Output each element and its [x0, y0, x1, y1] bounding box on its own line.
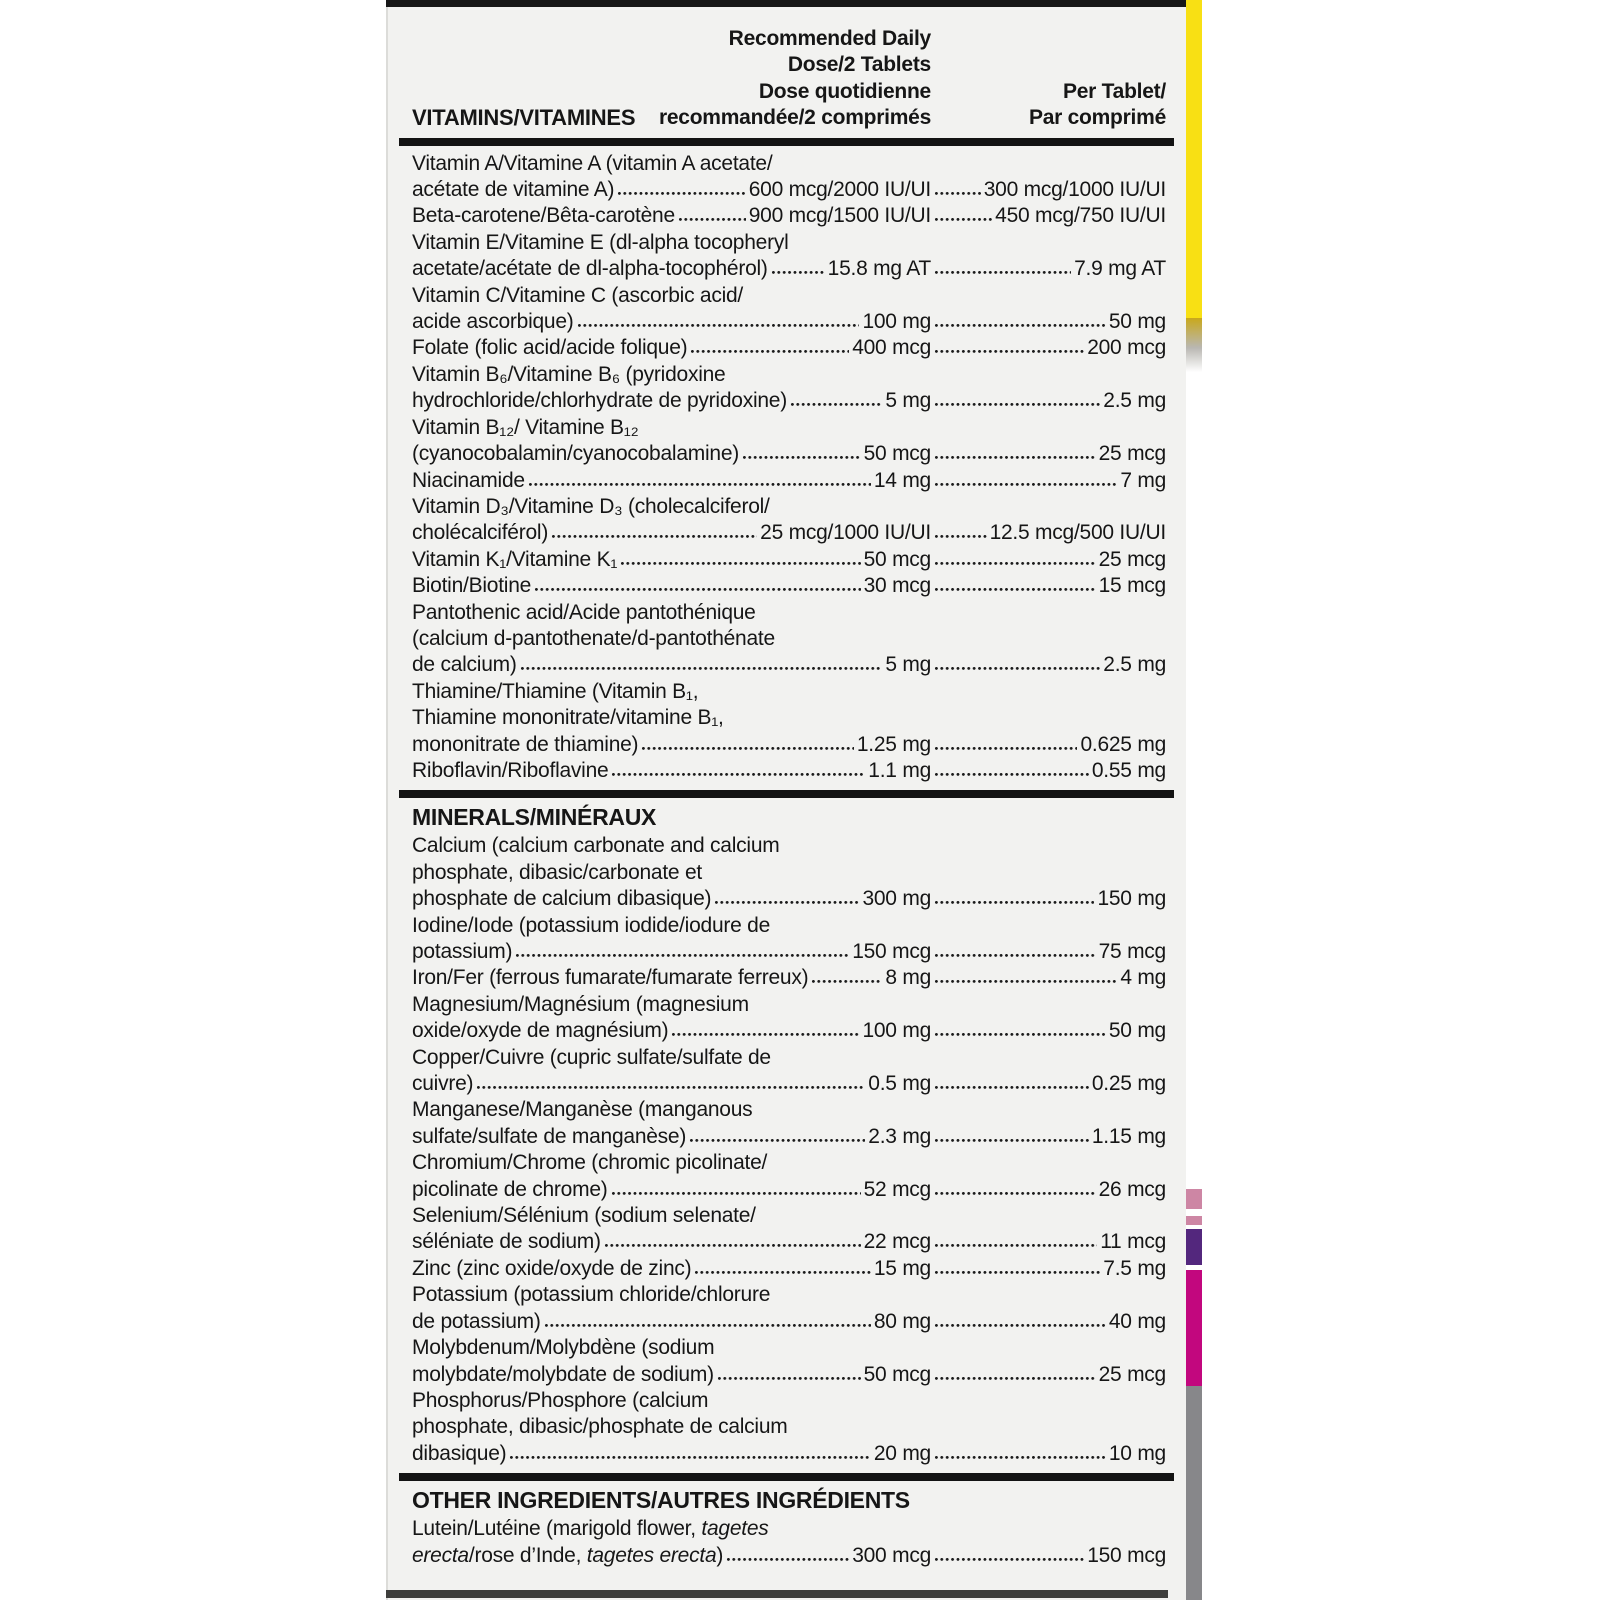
column-header-recommended-daily-dose [659, 26, 931, 132]
ingredient-value-line [412, 1441, 1166, 1467]
dot-leader [934, 746, 1077, 751]
table-row [412, 600, 1166, 679]
ingredient-name-line: Vitamin D₃/Vitamine D₃ (cholecalciferol/ [412, 494, 770, 518]
edge-yellow-fade [1186, 318, 1202, 372]
table-row [412, 283, 1166, 336]
ingredient-name: acétate de vitamine A) [412, 178, 615, 202]
dot-leader [934, 561, 1096, 566]
dot-leader [934, 979, 1117, 984]
table-row [412, 415, 1166, 468]
daily-dose-value: 50 mcg [863, 442, 931, 466]
ingredient-name: Folate (folic acid/acide folique) [412, 336, 688, 360]
dot-leader [934, 1032, 1106, 1037]
daily-dose-value: 5 mg [885, 389, 931, 413]
dot-leader [611, 1191, 861, 1196]
ingredient-name-line: Potassium (potassium chloride/chlorure [412, 1283, 771, 1307]
dot-leader [520, 666, 883, 671]
per-tablet-value: 40 mg [1108, 1309, 1166, 1333]
per-tablet-group [931, 520, 1166, 546]
daily-dose-value: 52 mcg [863, 1177, 931, 1201]
dot-leader [678, 217, 746, 222]
per-tablet-value: 25 mcg [1098, 547, 1166, 571]
ingredient-value-line [412, 1362, 1166, 1388]
ingredient-name: Niacinamide [412, 468, 525, 492]
ingredient-value-line [412, 1018, 1166, 1044]
ingredient-name-line: Pantothenic acid/Acide pantothénique [412, 600, 756, 624]
table-row [412, 1388, 1166, 1467]
per-tablet-value: 2.5 mg [1103, 653, 1166, 677]
per-tablet-group [931, 441, 1166, 467]
dot-leader [934, 1557, 1084, 1562]
daily-dose-value: 400 mcg [852, 336, 931, 360]
per-tablet-group [931, 547, 1166, 573]
ingredient-value-line [412, 335, 1166, 361]
dot-leader [934, 482, 1117, 487]
table-row [412, 1335, 1166, 1388]
dot-leader [577, 323, 860, 328]
ingredient-value-line [412, 309, 1166, 335]
per-tablet-value: 26 mcg [1098, 1177, 1166, 1201]
dot-leader [611, 772, 865, 777]
table-header [412, 22, 1166, 132]
daily-dose-value: 80 mg [873, 1309, 931, 1333]
table-row [412, 151, 1166, 204]
ingredient-name-line: Iodine/Iode (potassium iodide/iodure de [412, 913, 770, 937]
ingredient-name: phosphate de calcium dibasique) [412, 887, 712, 911]
ingredient-value-line [412, 1309, 1166, 1335]
ingredient-value-line [412, 1177, 1166, 1203]
per-tablet-group [931, 1309, 1166, 1335]
divider-rule [399, 138, 1174, 146]
ingredient-name: de calcium) [412, 653, 517, 677]
ingredient-name-line: Vitamin A/Vitamine A (vitamin A acetate/ [412, 151, 773, 175]
per-tablet-value: 7.5 mg [1103, 1256, 1166, 1280]
per-tablet-value: 10 mg [1108, 1441, 1166, 1465]
per-tablet-value: 0.55 mg [1091, 758, 1166, 782]
table-row [412, 1150, 1166, 1203]
ingredient-name: mononitrate de thiamine) [412, 732, 639, 756]
per-tablet-value: 4 mg [1120, 966, 1166, 990]
edge-pink-strip [1186, 1189, 1202, 1209]
ingredient-value-line [412, 732, 1166, 758]
section-title: MINERALS/MINÉRAUX [412, 804, 657, 831]
per-tablet-value: 1.15 mg [1091, 1124, 1166, 1148]
ingredient-value-line [412, 573, 1166, 599]
per-tablet-group [931, 758, 1166, 784]
table-row [412, 758, 1166, 784]
dot-leader [714, 900, 859, 905]
per-tablet-group [931, 1177, 1166, 1203]
edge-gray-strip [1186, 1386, 1202, 1600]
daily-dose-value: 1.25 mg [856, 732, 931, 756]
dot-leader [934, 217, 992, 222]
header-line: Dose quotidienne [758, 79, 931, 103]
ingredient-name-line: Manganese/Manganèse (manganous [412, 1098, 753, 1122]
per-tablet-value: 75 mcg [1098, 940, 1166, 963]
header-line: Recommended Daily [728, 27, 931, 50]
ingredient-value-line [412, 886, 1166, 912]
per-tablet-group [931, 256, 1166, 282]
per-tablet-value: 50 mg [1108, 1019, 1166, 1043]
dot-leader [771, 270, 825, 275]
table-row [412, 230, 1166, 283]
ingredient-value-line [412, 203, 1166, 229]
per-tablet-value: 15 mcg [1098, 574, 1166, 598]
ingredient-name: (cyanocobalamin/cyanocobalamine) [412, 442, 740, 466]
header-line: recommandée/2 comprimés [658, 106, 931, 130]
per-tablet-value: 7 mg [1120, 468, 1166, 492]
per-tablet-group [931, 652, 1166, 678]
per-tablet-group [931, 1124, 1166, 1150]
daily-dose-value: 50 mcg [863, 1362, 931, 1386]
per-tablet-value: 150 mg [1097, 887, 1166, 911]
ingredient-name: Riboflavin/Riboflavine [412, 758, 609, 782]
per-tablet-value: 7.9 mg AT [1074, 257, 1166, 281]
divider-rule [399, 790, 1174, 798]
daily-dose-value: 5 mg [885, 653, 931, 677]
per-tablet-value: 2.5 mg [1103, 389, 1166, 413]
ingredient-name-line: Vitamin B₁₂/ Vitamine B₁₂ [412, 415, 639, 439]
dot-leader [641, 746, 854, 751]
ingredient-value-line [412, 468, 1166, 494]
ingredient-value-line [412, 177, 1166, 203]
edge-pink-thin-strip [1186, 1216, 1202, 1225]
table-row [412, 1516, 1166, 1569]
dot-leader [790, 402, 882, 407]
dot-leader [726, 1557, 849, 1562]
table-row [412, 468, 1166, 494]
ingredient-name: potassium) [412, 940, 513, 963]
table-row [412, 547, 1166, 573]
ingredient-name-line: Vitamin C/Vitamine C (ascorbic acid/ [412, 283, 744, 307]
daily-dose-value: 15.8 mg AT [827, 257, 931, 281]
per-tablet-group [931, 1229, 1166, 1255]
edge-yellow-strip [1186, 0, 1202, 318]
daily-dose-value: 150 mcg [852, 940, 931, 963]
header-line: Per Tablet/ [1062, 79, 1166, 103]
dot-leader [934, 666, 1100, 671]
per-tablet-group [931, 1543, 1166, 1569]
per-tablet-group [931, 939, 1166, 965]
ingredient-name-line: Magnesium/Magnésium (magnesium [412, 992, 749, 1016]
dot-leader [934, 953, 1096, 958]
dot-leader [528, 482, 871, 487]
dot-leader [934, 455, 1096, 460]
ingredient-name-line: Copper/Cuivre (cupric sulfate/sulfate de [412, 1045, 771, 1069]
dot-leader [717, 1376, 861, 1381]
dot-leader [934, 534, 987, 539]
per-tablet-group [931, 732, 1166, 758]
table-row [412, 494, 1166, 547]
daily-dose-value: 50 mcg [863, 547, 931, 571]
dot-leader [934, 1138, 1089, 1143]
supplement-facts-content [388, 6, 1186, 1569]
ingredient-value-line [412, 547, 1166, 573]
dot-leader [934, 1191, 1096, 1196]
ingredient-value-line [412, 965, 1166, 991]
ingredient-name-line: Selenium/Sélénium (sodium selenate/ [412, 1204, 756, 1228]
ingredient-name: cholécalciférol) [412, 521, 549, 545]
dot-leader [934, 1243, 1097, 1248]
dot-leader [934, 323, 1106, 328]
dot-leader [742, 455, 861, 460]
daily-dose-value: 100 mg [862, 310, 931, 334]
ingredient-name-line: (calcium d-pantothenate/d-pantothénate [412, 626, 775, 650]
dot-leader [934, 900, 1094, 905]
dot-leader [694, 1270, 871, 1275]
ingredient-value-line [412, 256, 1166, 282]
dot-leader [934, 402, 1100, 407]
per-tablet-group [931, 1018, 1166, 1044]
per-tablet-group [931, 388, 1166, 414]
dot-leader [934, 1085, 1089, 1090]
table-row [412, 1203, 1166, 1256]
daily-dose-value: 100 mg [862, 1019, 931, 1043]
ingredient-name: Biotin/Biotine [412, 574, 532, 598]
dot-leader [476, 1085, 865, 1090]
ingredient-value-line [412, 939, 1166, 965]
per-tablet-value: 25 mcg [1098, 442, 1166, 466]
dot-leader [544, 1323, 871, 1328]
ingredient-name: Beta-carotene/Bêta-carotène [412, 204, 675, 228]
ingredient-name-line: phosphate, dibasic/carbonate et [412, 860, 702, 884]
divider-rule [399, 1473, 1174, 1481]
per-tablet-value: 0.25 mg [1091, 1072, 1166, 1096]
daily-dose-value: 8 mg [885, 966, 931, 990]
ingredient-name: Zinc (zinc oxide/oxyde de zinc) [412, 1256, 692, 1280]
ingredient-name: Iron/Fer (ferrous fumarate/fumarate ferreux) [412, 966, 809, 990]
ingredient-name: séléniate de sodium) [412, 1230, 601, 1254]
ingredient-value-line [412, 652, 1166, 678]
per-tablet-value: 0.625 mg [1080, 732, 1166, 756]
per-tablet-group [931, 886, 1166, 912]
daily-dose-value: 20 mg [873, 1441, 931, 1465]
ingredient-value-line [412, 441, 1166, 467]
daily-dose-value: 300 mg [862, 887, 931, 911]
ingredient-value-line [412, 1071, 1166, 1097]
dot-leader [934, 1323, 1106, 1328]
ingredient-sections [412, 151, 1166, 1569]
dot-leader [690, 349, 849, 354]
per-tablet-value: 11 mcg [1100, 1230, 1166, 1254]
dot-leader [934, 587, 1096, 592]
dot-leader [934, 270, 1071, 275]
ingredient-name-line: Vitamin E/Vitamine E (dl-alpha tocopheryl [412, 230, 789, 254]
ingredient-name: erecta/rose d’Inde, tagetes erecta) [412, 1543, 724, 1567]
daily-dose-value: 0.5 mg [868, 1072, 931, 1096]
table-row [412, 362, 1166, 415]
ingredient-name: cuivre) [412, 1072, 474, 1096]
per-tablet-group [931, 203, 1166, 229]
dot-leader [811, 979, 882, 984]
per-tablet-value: 450 mcg/750 IU/UI [995, 204, 1166, 228]
column-header-vitamins: VITAMINS/VITAMINES [412, 105, 636, 131]
table-row [412, 1282, 1166, 1335]
ingredient-name: picolinate de chrome) [412, 1177, 608, 1201]
dot-leader [934, 349, 1084, 354]
dot-leader [509, 1455, 870, 1460]
daily-dose-value: 14 mg [873, 468, 931, 492]
per-tablet-value: 50 mg [1108, 310, 1166, 334]
table-row [412, 679, 1166, 758]
daily-dose-value: 900 mcg/1500 IU/UI [748, 204, 931, 228]
per-tablet-group [931, 177, 1166, 203]
ingredient-name-line: phosphate, dibasic/phosphate de calcium [412, 1415, 788, 1439]
ingredient-name: dibasique) [412, 1441, 507, 1465]
dot-leader [934, 1455, 1106, 1460]
per-tablet-group [931, 468, 1166, 494]
header-line: Dose/2 Tablets [787, 53, 931, 77]
per-tablet-value: 12.5 mcg/500 IU/UI [989, 521, 1166, 545]
ingredient-value-line [412, 758, 1166, 784]
dot-leader [620, 561, 860, 566]
table-row [412, 573, 1166, 599]
ingredient-name-line: Vitamin B₆/Vitamine B₆ (pyridoxine [412, 362, 726, 386]
per-tablet-group [931, 573, 1166, 599]
box-side-edge [1186, 0, 1202, 1600]
ingredient-name: molybdate/molybdate de sodium) [412, 1362, 714, 1386]
edge-magenta-strip [1186, 1270, 1202, 1386]
dot-leader [934, 191, 981, 196]
table-row [412, 1256, 1166, 1282]
per-tablet-group [931, 309, 1166, 335]
edge-purple-strip [1186, 1229, 1202, 1265]
ingredient-name: sulfate/sulfate de manganèse) [412, 1124, 687, 1148]
per-tablet-group [931, 335, 1166, 361]
dot-leader [934, 1376, 1096, 1381]
ingredient-name: acetate/acétate de dl-alpha-tocophérol) [412, 257, 768, 281]
ingredient-name: oxide/oxyde de magnésium) [412, 1019, 669, 1043]
table-row [412, 203, 1166, 229]
dot-leader [671, 1032, 859, 1037]
ingredient-value-line [412, 1543, 1166, 1569]
dot-leader [934, 772, 1089, 777]
section-title: OTHER INGREDIENTS/AUTRES INGRÉDIENTS [412, 1487, 910, 1514]
ingredient-value-line [412, 1256, 1166, 1282]
per-tablet-value: 300 mcg/1000 IU/UI [983, 178, 1166, 202]
dot-leader [617, 191, 745, 196]
per-tablet-group [931, 1256, 1166, 1282]
daily-dose-value: 300 mcg [852, 1543, 931, 1567]
table-row [412, 833, 1166, 912]
ingredient-name-line: Phosphorus/Phosphore (calcium [412, 1388, 709, 1412]
daily-dose-value: 1.1 mg [868, 758, 931, 782]
ingredient-name-line: Calcium (calcium carbonate and calcium [412, 834, 780, 858]
table-row [412, 335, 1166, 361]
per-tablet-group [931, 965, 1166, 991]
table-row [412, 1045, 1166, 1098]
dot-leader [515, 953, 849, 958]
ingredient-name: de potassium) [412, 1309, 541, 1333]
dot-leader [551, 534, 757, 539]
daily-dose-value: 600 mcg/2000 IU/UI [748, 178, 931, 202]
column-header-per-tablet [931, 79, 1166, 132]
ingredient-name-line: Thiamine mononitrate/vitamine B₁, [412, 706, 724, 730]
ingredient-name-line: Chromium/Chrome (chromic picolinate/ [412, 1151, 768, 1175]
ingredient-name-line: Molybdenum/Molybdène (sodium [412, 1336, 715, 1360]
dot-leader [689, 1138, 865, 1143]
per-tablet-value: 25 mcg [1098, 1362, 1166, 1386]
box-bottom-edge [386, 1590, 1168, 1598]
per-tablet-value: 200 mcg [1087, 336, 1166, 360]
dot-leader [534, 587, 861, 592]
ingredient-value-line [412, 1124, 1166, 1150]
header-line: Par comprimé [1028, 106, 1166, 130]
ingredient-name-line: Lutein/Lutéine (marigold flower, tagetes [412, 1517, 769, 1541]
daily-dose-value: 15 mg [873, 1256, 931, 1280]
daily-dose-value: 30 mcg [863, 574, 931, 598]
daily-dose-value: 2.3 mg [868, 1124, 931, 1148]
daily-dose-value: 22 mcg [863, 1230, 931, 1254]
ingredient-name: acide ascorbique) [412, 310, 574, 334]
ingredient-name: hydrochloride/chlorhydrate de pyridoxine) [412, 389, 787, 413]
ingredient-value-line [412, 388, 1166, 414]
table-row [412, 965, 1166, 991]
table-row [412, 913, 1166, 966]
per-tablet-group [931, 1071, 1166, 1097]
per-tablet-value: 150 mcg [1087, 1543, 1166, 1567]
supplement-facts-panel [386, 6, 1186, 1600]
ingredient-name-line: Thiamine/Thiamine (Vitamin B₁, [412, 679, 699, 703]
dot-leader [934, 1270, 1100, 1275]
ingredient-value-line [412, 520, 1166, 546]
dot-leader [604, 1243, 861, 1248]
daily-dose-value: 25 mcg/1000 IU/UI [760, 521, 931, 545]
table-row [412, 1097, 1166, 1150]
per-tablet-group [931, 1362, 1166, 1388]
table-row [412, 992, 1166, 1045]
ingredient-name: Vitamin K₁/Vitamine K₁ [412, 547, 618, 571]
per-tablet-group [931, 1441, 1166, 1467]
ingredient-value-line [412, 1229, 1166, 1255]
